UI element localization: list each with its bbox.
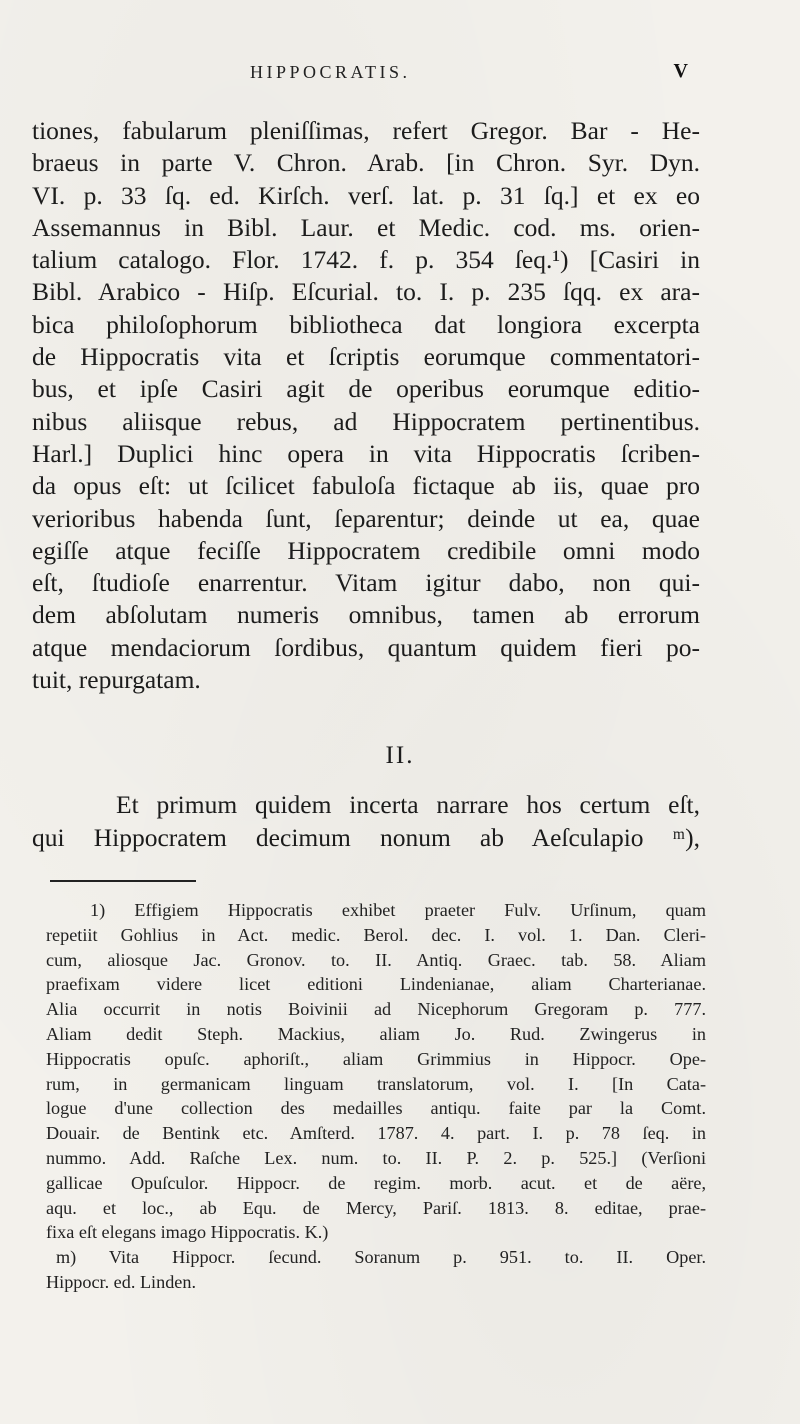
- body-line: de Hippocratis vita et ſcriptis eorumque commentatori-: [32, 342, 700, 372]
- body-line: da opus eſt: ut ſcilicet fabuloſa fictaque ab iis, quae pro: [32, 471, 700, 501]
- footnote-line: Hippocr. ed. Linden.: [46, 1271, 197, 1292]
- body-line: verioribus habenda ſunt, ſeparentur; deinde ut ea, quae: [32, 503, 700, 533]
- page-number: V: [673, 60, 688, 82]
- footnote-line: fixa eſt elegans imago Hippocratis. K.): [46, 1222, 329, 1243]
- footnotes: [46, 898, 706, 1295]
- body-line: Assemannus in Bibl. Laur. et Medic. cod. ms. orien-: [32, 212, 700, 242]
- footnote-line: rum, in germanicam linguam translatorum, vol. I. [In Cata-: [46, 1073, 706, 1094]
- footnote-line: nummo. Add. Raſche Lex. num. to. II. P. 2. p. 525.] (Verſioni: [46, 1147, 706, 1168]
- body-line: dem abſolutam numeris omnibus, tamen ab errorum: [32, 600, 700, 630]
- body-line: Et primum quidem incerta narrare hos certum eſt,: [116, 790, 700, 819]
- footnote-line: logue d'une collection des medailles antiqu. faite par la Comt.: [46, 1098, 706, 1119]
- section-text: [32, 788, 700, 854]
- body-line: bus, et ipſe Casiri agit de operibus eorumque editio-: [32, 374, 700, 404]
- footnote-line: cum, aliosque Jac. Gronov. to. II. Antiq. Graec. tab. 58. Aliam: [46, 949, 706, 970]
- body-line: atque mendaciorum ſordibus, quantum quidem fieri po-: [32, 632, 700, 662]
- footnote-line: Hippocratis opuſc. aphoriſt., aliam Grimmius in Hippocr. Ope-: [46, 1048, 706, 1069]
- footnote-line: m) Vita Hippocr. ſecund. Soranum p. 951. to. II. Oper.: [56, 1247, 706, 1268]
- body-line: bica philoſophorum bibliotheca dat longiora excerpta: [32, 309, 700, 339]
- body-line: VI. p. 33 ſq. ed. Kirſch. verſ. lat. p. 31 ſq.] et ex eo: [32, 180, 700, 210]
- footnote-line: aqu. et loc., ab Equ. de Mercy, Pariſ. 1813. 8. editae, prae-: [46, 1197, 706, 1218]
- body-line: qui Hippocratem decimum nonum ab Aeſculapio ᵐ),: [32, 823, 700, 852]
- footnote-line: praefixam videre licet editioni Lindenianae, aliam Charterianae.: [46, 974, 706, 995]
- body-line: Harl.] Duplici hinc opera in vita Hippocratis ſcriben-: [32, 438, 700, 468]
- footnote-line: Douair. de Bentink etc. Amſterd. 1787. 4. part. I. p. 78 ſeq. in: [46, 1123, 706, 1144]
- footnote-line: Alia occurrit in notis Boivinii ad Nicephorum Gregoram p. 777.: [46, 999, 706, 1020]
- running-head: [0, 60, 800, 92]
- body-line: talium catalogo. Flor. 1742. f. p. 354 ſeq.¹) [Casiri in: [32, 245, 700, 275]
- footnote-line: 1) Effigiem Hippocratis exhibet praeter Fulv. Urſinum, quam: [90, 900, 706, 920]
- footnote-line: gallicae Opuſculor. Hippocr. de regim. morb. acut. et de aëre,: [46, 1172, 706, 1193]
- body-line: Bibl. Arabico - Hiſp. Eſcurial. to. I. p. 235 ſqq. ex ara-: [32, 277, 700, 307]
- body-line: nibus aliisque rebus, ad Hippocratem pertinentibus.: [32, 406, 700, 436]
- body-line: tiones, fabularum pleniſſimas, refert Gregor. Bar - He-: [32, 116, 700, 145]
- footnote-divider: [50, 880, 196, 882]
- body-line: tuit, repurgatam.: [32, 665, 201, 695]
- body-line: egiſſe atque feciſſe Hippocratem credibile omni modo: [32, 535, 700, 565]
- main-text: [32, 115, 700, 696]
- body-line: eſt, ſtudioſe enarrentur. Vitam igitur dabo, non qui-: [32, 568, 700, 598]
- section-number: II.: [385, 742, 415, 769]
- running-title: HIPPOCRATIS.: [250, 62, 411, 82]
- body-line: braeus in parte V. Chron. Arab. [in Chron. Syr. Dyn.: [32, 148, 700, 178]
- footnote-line: Aliam dedit Steph. Mackius, aliam Jo. Rud. Zwingerus in: [46, 1023, 706, 1044]
- footnote-line: repetiit Gohlius in Act. medic. Berol. dec. I. vol. 1. Dan. Cleri-: [46, 924, 706, 945]
